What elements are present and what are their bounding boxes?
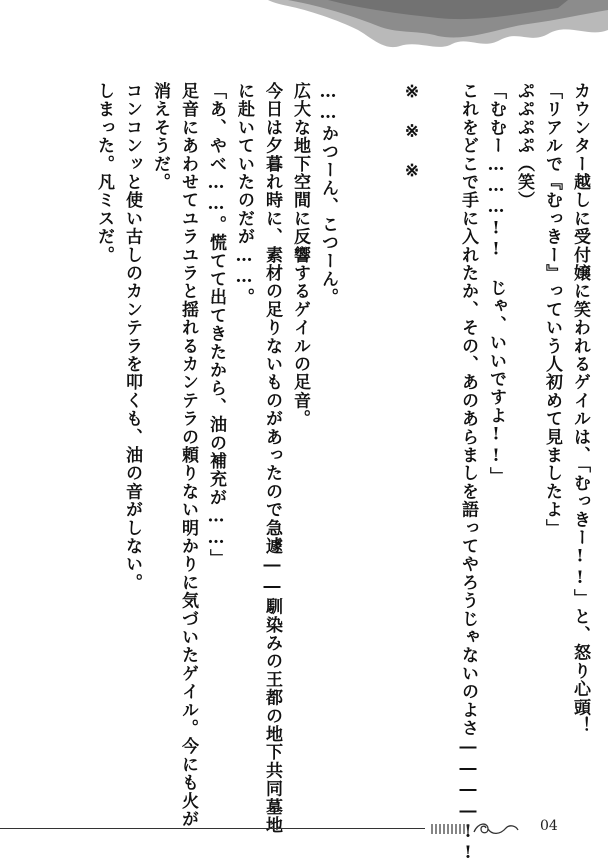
text-line-13: コンコンッと使い古しのカンテラを叩くも、油の音がしない。 (122, 82, 142, 592)
text-line-3: ぷぷぷぷ（笑） (514, 82, 534, 210)
text-line-6: ……かつーん、こつーん。 (318, 82, 338, 307)
torn-paper-decoration (268, 0, 608, 70)
page-number: 04 (540, 818, 558, 834)
flourish-ornament (430, 818, 520, 838)
text-line-12: 消えそうだ。 (150, 82, 170, 192)
section-break: ※ ※ ※ (402, 82, 422, 182)
text-line-14: しまった。凡ミスだ。 (94, 82, 114, 264)
text-line-7: 広大な地下空間に反響するゲイルの足音。 (290, 82, 310, 428)
text-line-5: これをどこで手に入れたか、その、あのあらましを語ってやろうじゃないのよさ――――!! (458, 82, 478, 864)
text-line-1: カウンター越しに受付嬢に笑われるゲイルは、「むっきー!!」と、怒り心頭！ (570, 82, 590, 735)
text-line-8: 今日は夕暮れ時に、素材の足りないものがあったので急遽――馴染みの王都の地下共同墓地 (262, 82, 282, 835)
text-line-4: 「むむー………!! じゃ、いいですよ!!」 (486, 82, 506, 486)
text-line-10: 「あ、やべ……。慌てて出てきたから、油の補充が……」 (206, 82, 226, 568)
text-line-9: に赴いていたのだが……。 (234, 82, 254, 307)
text-line-11: 足音にあわせてユラユラと揺れるカンテラの頼りない明かりに気づいたゲイル。今にも火が (178, 82, 198, 829)
footer-rule (0, 828, 425, 829)
text-line-2: 「リアルで『むっきー』っていう人初めて見ましたよ」 (542, 82, 562, 537)
